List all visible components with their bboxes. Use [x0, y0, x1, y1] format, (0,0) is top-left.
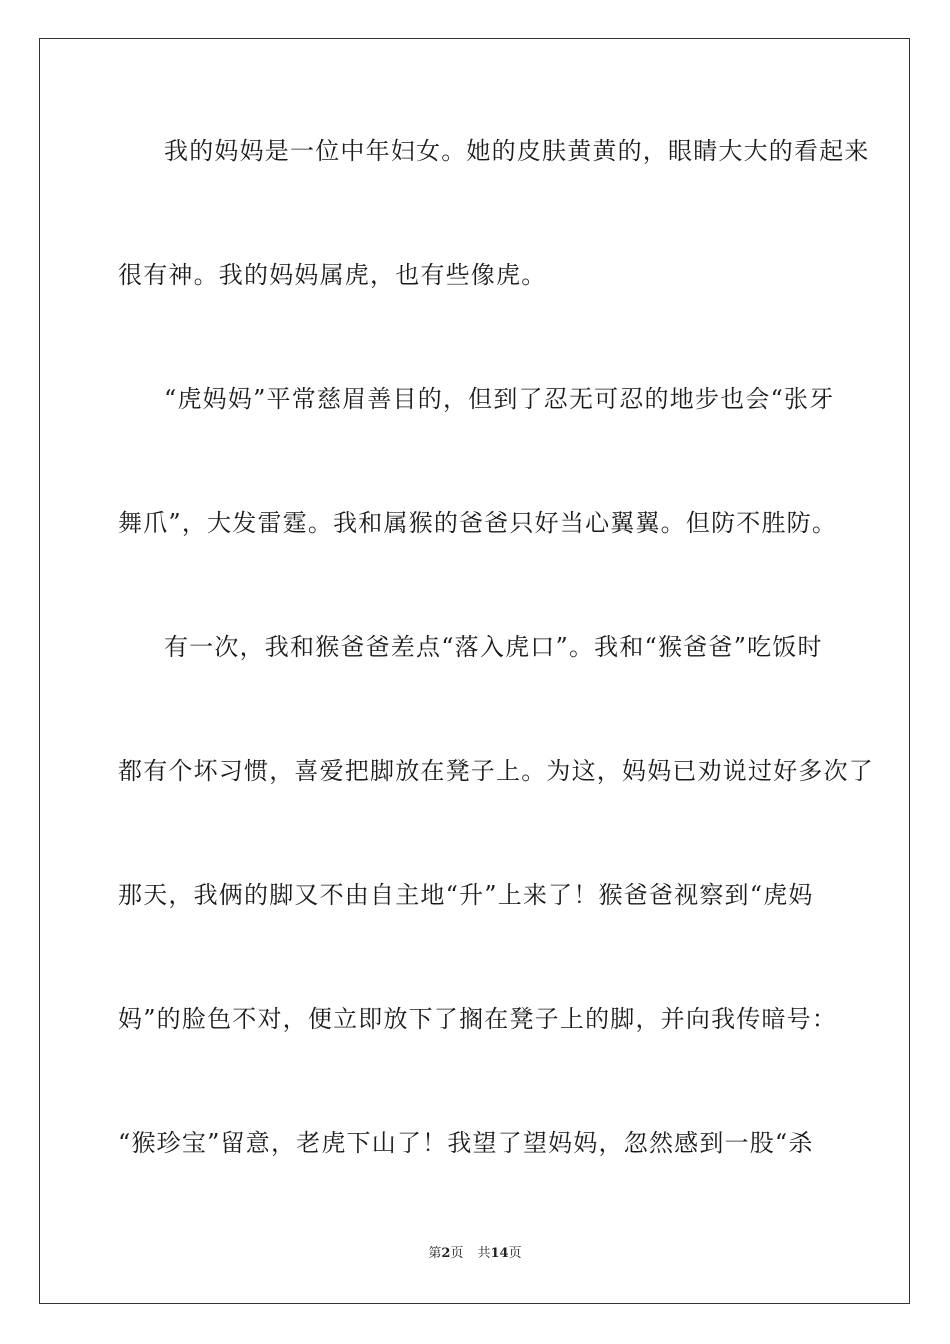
footer-page-current: 2	[441, 1246, 451, 1261]
text-line-3: “虎妈妈”平常慈眉善目的，但到了忍无可忍的地步也会“张牙	[164, 385, 835, 413]
text-line-9: “猴珍宝”留意，老虎下山了！我望了望妈妈，忽然感到一股“杀	[118, 1129, 814, 1157]
text-line-7: 那天，我俩的脚又不由自主地“升”上来了！猴爸爸视察到“虎妈	[118, 881, 814, 909]
page-frame	[39, 38, 910, 1304]
footer-page-total: 14	[490, 1246, 509, 1261]
footer-page-prefix: 第	[428, 1246, 442, 1261]
text-line-4: 舞爪”，大发雷霆。我和属猴的爸爸只好当心翼翼。但防不胜防。	[118, 509, 838, 537]
text-line-8: 妈”的脸色不对，便立即放下了搁在凳子上的脚，并向我传暗号：	[118, 1005, 838, 1033]
text-line-2: 很有神。我的妈妈属虎，也有些像虎。	[118, 261, 547, 289]
text-line-1: 我的妈妈是一位中年妇女。她的皮肤黄黄的，眼睛大大的看起来	[164, 137, 870, 165]
footer-total-unit: 页	[508, 1246, 522, 1261]
text-line-6: 都有个坏习惯，喜爱把脚放在凳子上。为这，妈妈已劝说过好多次了	[118, 757, 874, 785]
text-line-5: 有一次，我和猴爸爸差点“落入虎口”。我和“猴爸爸”吃饭时	[164, 633, 823, 661]
footer-total-prefix: 共	[477, 1246, 491, 1261]
page-footer	[0, 1246, 950, 1262]
footer-page-unit: 页	[450, 1246, 464, 1261]
